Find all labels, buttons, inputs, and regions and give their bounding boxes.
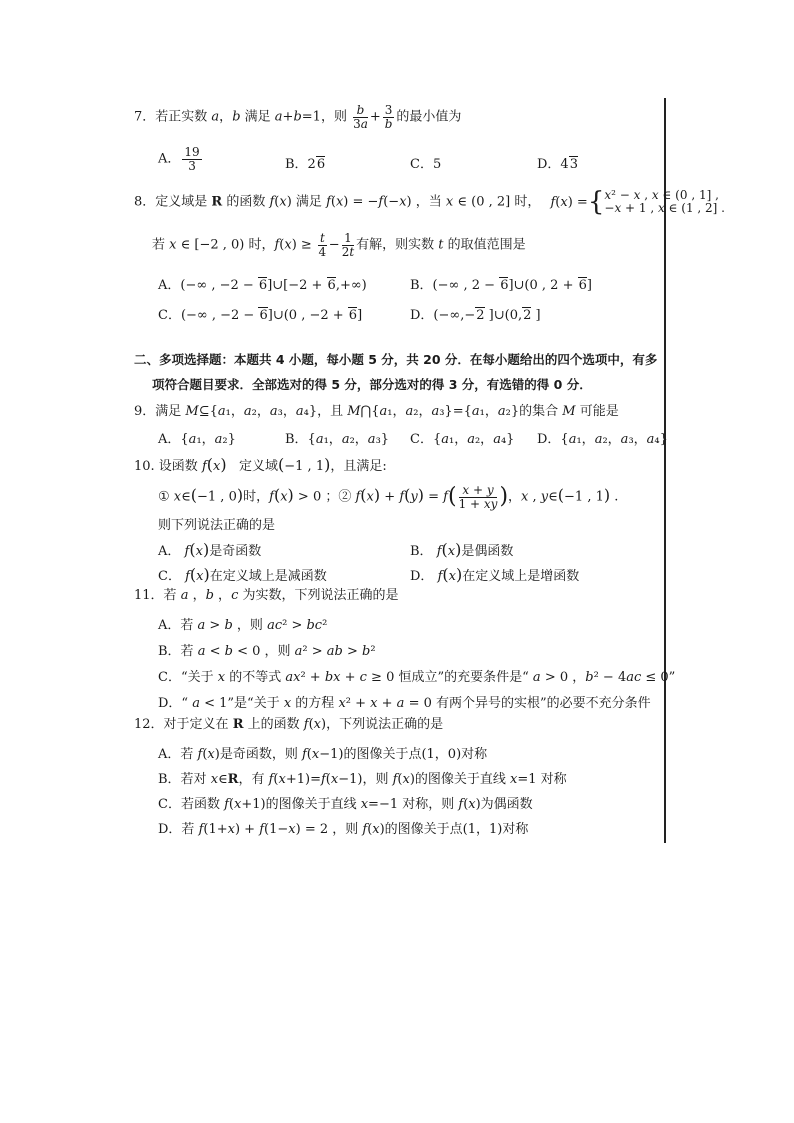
q10-option-d: D． f(x)在定义域上是增函数 bbox=[410, 565, 580, 584]
q7-option-b: B．26 bbox=[285, 157, 326, 172]
q9-stem: 9．满足 M⊆{a₁，a₂，a₃，a₄}，且 M⋂{a₁，a₂，a₃}={a₁，a₂}的集合 M 可能是 bbox=[134, 404, 619, 419]
q11-stem: 11．若 a ，b ，c 为实数，下列说法正确的是 bbox=[134, 588, 399, 603]
q9-option-c: C．{a₁，a₂，a₄} bbox=[410, 432, 515, 447]
q10-condition: ① x∈(−1 , 0)时，f(x) > 0 ；② f(x) + f(y) = f( $\frac{x + y}{1 + xy}$ )，x , y∈(−1 , 1) . bbox=[158, 483, 619, 511]
q11-option-d: D．“ a < 1”是“关于 x 的方程 x² + x + a = 0 有两个异号的实根”的必要不充分条件 bbox=[158, 696, 651, 711]
q9-option-a: A．{a₁，a₂} bbox=[158, 432, 236, 447]
q7-stem: 7．若正实数 a，b 满足 a+b=1，则 $\frac{b}{3a}$ + $\frac{3}{b}$ 的最小值为 bbox=[134, 103, 462, 131]
q12-option-d: D．若 f(1+x) + f(1−x) = 2 ，则 f(x)的图像关于点(1，1)对称 bbox=[158, 822, 529, 837]
section2-header-line1: 二、多项选择题：本题共 4 小题，每小题 5 分，共 20 分．在每小题给出的四个选项中，有多 bbox=[134, 352, 658, 367]
q11-option-a: A．若 a > b ，则 ac² > bc² bbox=[158, 618, 328, 633]
q9-option-b: B．{a₁，a₂，a₃} bbox=[285, 432, 390, 447]
q8-option-a: A．(−∞ , −2 − 6]∪[−2 + 6,+∞) bbox=[158, 278, 367, 293]
q10-option-a: A． f(x)是奇函数 bbox=[158, 540, 262, 559]
q10-stem: 10. 设函数 f(x) 定义域(−1 , 1)，且满足: bbox=[134, 455, 387, 474]
q10-option-c: C． f(x)在定义域上是减函数 bbox=[158, 565, 327, 584]
q11-option-b: B．若 a < b < 0 ，则 a² > ab > b² bbox=[158, 644, 376, 659]
q8-option-b: B．(−∞ , 2 − 6]∪(0 , 2 + 6] bbox=[410, 278, 592, 293]
section2-header-line2: 项符合题目要求．全部选对的得 5 分，部分选对的得 3 分，有选错的得 0 分． bbox=[152, 377, 592, 392]
q10-option-b: B． f(x)是偶函数 bbox=[410, 540, 514, 559]
q8-option-d: D．(−∞,−2 ]∪(0,2 ] bbox=[410, 308, 541, 323]
q9-option-d: D．{a₁，a₂，a₃，a₄} bbox=[537, 432, 668, 447]
q8-stem-line1: 8．定义域是 R 的函数 f(x) 满足 f(x) = −f(−x) ，当 x ∈ (0 , 2] 时， f(x) ={x² − x , x ∈ (0 , 1] , −x + 1 , x ∈ (1 , 2] . bbox=[134, 187, 725, 218]
q8-stem-line2: 若 x ∈ [−2 , 0) 时，f(x) ≥ $\frac{t}{4}$ − $\frac{1}{2t}$ 有解，则实数 t 的取值范围是 bbox=[152, 231, 526, 259]
q12-option-a: A．若 f(x)是奇函数，则 f(x−1)的图像关于点(1，0)对称 bbox=[158, 747, 488, 762]
q11-option-c: C．“关于 x 的不等式 ax² + bx + c ≥ 0 恒成立”的充要条件是“ a > 0 ，b² − 4ac ≤ 0” bbox=[158, 670, 676, 685]
q12-option-b: B．若对 x∈R，有 f(x+1)=f(x−1)，则 f(x)的图像关于直线 x=1 对称 bbox=[158, 772, 567, 787]
q8-option-c: C．(−∞ , −2 − 6]∪(0 , −2 + 6] bbox=[158, 308, 363, 323]
q7-option-a: A． $\frac{19}{3}$ bbox=[158, 145, 200, 173]
q10-ask: 则下列说法正确的是 bbox=[158, 518, 276, 533]
q12-stem: 12．对于定义在 R 上的函数 f(x)，下列说法正确的是 bbox=[134, 717, 444, 732]
q7-option-d: D．43 bbox=[537, 157, 578, 172]
q12-option-c: C．若函数 f(x+1)的图像关于直线 x=−1 对称，则 f(x)为偶函数 bbox=[158, 797, 533, 812]
q7-option-c: C．5 bbox=[410, 157, 442, 172]
